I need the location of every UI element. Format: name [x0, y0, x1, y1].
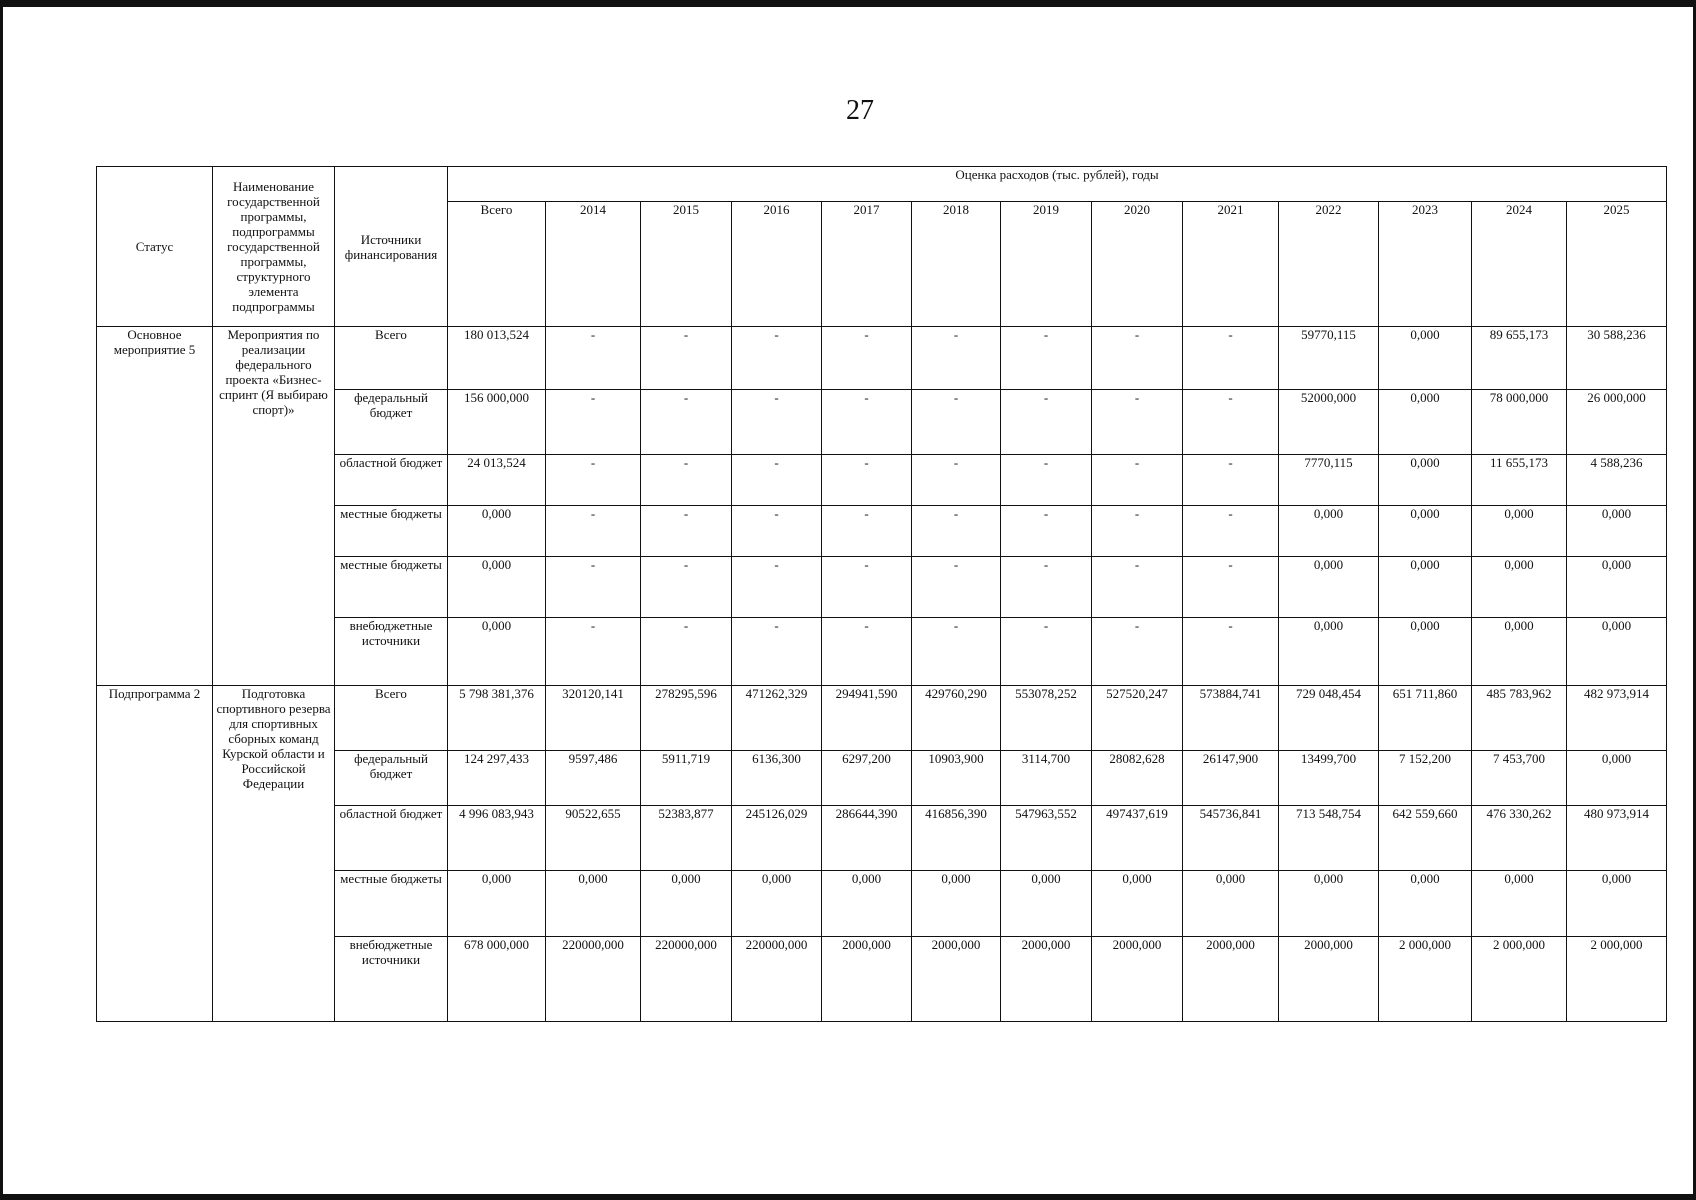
value-cell-2018: - — [912, 506, 1001, 557]
value-cell-2019: - — [1001, 455, 1092, 506]
value-cell-2017: 294941,590 — [822, 686, 912, 751]
value-cell-2022: 729 048,454 — [1279, 686, 1379, 751]
value-cell-2016: 245126,029 — [732, 806, 822, 871]
value-cell-2020: 2000,000 — [1092, 937, 1183, 1022]
value-cell-2021: 545736,841 — [1183, 806, 1279, 871]
value-cell-2016: 0,000 — [732, 871, 822, 937]
header-name: Наименование государственной программы, подпрограммы государственной программы, структурного элемента подпрограммы — [213, 167, 335, 327]
funding-source-cell: местные бюджеты — [335, 871, 448, 937]
value-cell-2025: 2 000,000 — [1567, 937, 1667, 1022]
value-cell-2024: 2 000,000 — [1472, 937, 1567, 1022]
value-cell-2024: 0,000 — [1472, 618, 1567, 686]
value-cell-2020: - — [1092, 557, 1183, 618]
scan-border-left — [0, 0, 3, 1200]
value-cell-2024: 78 000,000 — [1472, 390, 1567, 455]
value-cell-2015: - — [641, 506, 732, 557]
value-cell-2022: 0,000 — [1279, 871, 1379, 937]
value-cell-2014: - — [546, 390, 641, 455]
value-cell-2018: 2000,000 — [912, 937, 1001, 1022]
value-cell-2016: - — [732, 618, 822, 686]
value-cell-2023: 0,000 — [1379, 557, 1472, 618]
value-cell-2017: - — [822, 455, 912, 506]
value-cell-2014: 320120,141 — [546, 686, 641, 751]
header-column-3: 2016 — [732, 202, 822, 327]
value-cell-2018: - — [912, 455, 1001, 506]
value-cell-2015: - — [641, 455, 732, 506]
value-cell-Всего: 0,000 — [448, 557, 546, 618]
value-cell-2021: 26147,900 — [1183, 751, 1279, 806]
value-cell-2022: 59770,115 — [1279, 327, 1379, 390]
value-cell-2018: 429760,290 — [912, 686, 1001, 751]
value-cell-2024: 89 655,173 — [1472, 327, 1567, 390]
value-cell-2014: - — [546, 455, 641, 506]
value-cell-2024: 0,000 — [1472, 506, 1567, 557]
value-cell-2018: - — [912, 618, 1001, 686]
value-cell-2015: - — [641, 327, 732, 390]
funding-source-cell: областной бюджет — [335, 455, 448, 506]
value-cell-2018: - — [912, 327, 1001, 390]
value-cell-2023: 0,000 — [1379, 506, 1472, 557]
value-cell-2020: 497437,619 — [1092, 806, 1183, 871]
value-cell-2020: - — [1092, 390, 1183, 455]
value-cell-2021: 2000,000 — [1183, 937, 1279, 1022]
header-status: Статус — [97, 167, 213, 327]
value-cell-2017: - — [822, 618, 912, 686]
funding-source-cell: местные бюджеты — [335, 506, 448, 557]
header-column-6: 2019 — [1001, 202, 1092, 327]
header-column-11: 2024 — [1472, 202, 1567, 327]
value-cell-2016: 471262,329 — [732, 686, 822, 751]
value-cell-2014: - — [546, 506, 641, 557]
funding-source-cell: федеральный бюджет — [335, 390, 448, 455]
value-cell-2023: 2 000,000 — [1379, 937, 1472, 1022]
value-cell-2019: 0,000 — [1001, 871, 1092, 937]
budget-table — [96, 166, 1667, 1022]
status-cell: Подпрограмма 2 — [97, 686, 213, 1022]
value-cell-2019: 2000,000 — [1001, 937, 1092, 1022]
value-cell-2016: 6136,300 — [732, 751, 822, 806]
value-cell-2016: - — [732, 506, 822, 557]
value-cell-Всего: 0,000 — [448, 871, 546, 937]
value-cell-2016: - — [732, 557, 822, 618]
funding-source-cell: внебюджетные источники — [335, 618, 448, 686]
header-column-0: Всего — [448, 202, 546, 327]
value-cell-Всего: 0,000 — [448, 618, 546, 686]
value-cell-2022: 7770,115 — [1279, 455, 1379, 506]
status-cell: Основное мероприятие 5 — [97, 327, 213, 686]
value-cell-2025: 480 973,914 — [1567, 806, 1667, 871]
value-cell-2020: - — [1092, 618, 1183, 686]
value-cell-2021: 0,000 — [1183, 871, 1279, 937]
value-cell-2022: 713 548,754 — [1279, 806, 1379, 871]
value-cell-2015: 220000,000 — [641, 937, 732, 1022]
value-cell-2025: 482 973,914 — [1567, 686, 1667, 751]
value-cell-2019: - — [1001, 327, 1092, 390]
value-cell-2019: - — [1001, 390, 1092, 455]
value-cell-Всего: 180 013,524 — [448, 327, 546, 390]
value-cell-2015: - — [641, 557, 732, 618]
value-cell-Всего: 124 297,433 — [448, 751, 546, 806]
value-cell-Всего: 0,000 — [448, 506, 546, 557]
value-cell-2019: - — [1001, 506, 1092, 557]
value-cell-2020: 0,000 — [1092, 871, 1183, 937]
value-cell-2020: - — [1092, 327, 1183, 390]
header-column-2: 2015 — [641, 202, 732, 327]
value-cell-2022: 0,000 — [1279, 618, 1379, 686]
value-cell-2023: 0,000 — [1379, 327, 1472, 390]
value-cell-2023: 642 559,660 — [1379, 806, 1472, 871]
value-cell-2022: 13499,700 — [1279, 751, 1379, 806]
value-cell-2025: 0,000 — [1567, 871, 1667, 937]
value-cell-2023: 0,000 — [1379, 618, 1472, 686]
value-cell-Всего: 24 013,524 — [448, 455, 546, 506]
value-cell-2020: - — [1092, 455, 1183, 506]
funding-source-cell: областной бюджет — [335, 806, 448, 871]
value-cell-2015: - — [641, 390, 732, 455]
value-cell-Всего: 5 798 381,376 — [448, 686, 546, 751]
value-cell-2016: - — [732, 455, 822, 506]
table-row — [97, 327, 1667, 390]
value-cell-2022: 0,000 — [1279, 557, 1379, 618]
value-cell-2025: 0,000 — [1567, 618, 1667, 686]
value-cell-Всего: 4 996 083,943 — [448, 806, 546, 871]
value-cell-2025: 30 588,236 — [1567, 327, 1667, 390]
value-cell-2019: 3114,700 — [1001, 751, 1092, 806]
value-cell-2019: 547963,552 — [1001, 806, 1092, 871]
value-cell-2019: 553078,252 — [1001, 686, 1092, 751]
value-cell-2022: 52000,000 — [1279, 390, 1379, 455]
value-cell-2014: 0,000 — [546, 871, 641, 937]
header-column-9: 2022 — [1279, 202, 1379, 327]
value-cell-2020: - — [1092, 506, 1183, 557]
header-column-8: 2021 — [1183, 202, 1279, 327]
value-cell-2016: 220000,000 — [732, 937, 822, 1022]
value-cell-2021: - — [1183, 390, 1279, 455]
funding-source-cell: Всего — [335, 686, 448, 751]
value-cell-2024: 476 330,262 — [1472, 806, 1567, 871]
value-cell-2015: 52383,877 — [641, 806, 732, 871]
value-cell-2017: - — [822, 557, 912, 618]
value-cell-Всего: 156 000,000 — [448, 390, 546, 455]
value-cell-2021: - — [1183, 327, 1279, 390]
value-cell-2021: - — [1183, 618, 1279, 686]
value-cell-2017: - — [822, 327, 912, 390]
program-name-cell: Мероприятия по реализации федерального проекта «Бизнес-спринт (Я выбираю спорт)» — [213, 327, 335, 686]
header-column-1: 2014 — [546, 202, 641, 327]
value-cell-2018: - — [912, 557, 1001, 618]
table-row — [97, 686, 1667, 751]
value-cell-2021: - — [1183, 557, 1279, 618]
header-column-5: 2018 — [912, 202, 1001, 327]
value-cell-2019: - — [1001, 618, 1092, 686]
value-cell-2023: 651 711,860 — [1379, 686, 1472, 751]
value-cell-2015: 0,000 — [641, 871, 732, 937]
value-cell-2014: 9597,486 — [546, 751, 641, 806]
value-cell-2014: - — [546, 327, 641, 390]
header-column-7: 2020 — [1092, 202, 1183, 327]
value-cell-2020: 28082,628 — [1092, 751, 1183, 806]
value-cell-2017: - — [822, 506, 912, 557]
table-body — [97, 327, 1667, 1022]
value-cell-2021: - — [1183, 455, 1279, 506]
value-cell-2018: - — [912, 390, 1001, 455]
value-cell-2025: 0,000 — [1567, 751, 1667, 806]
header-expenses: Оценка расходов (тыс. рублей), годы — [448, 167, 1667, 202]
value-cell-2017: 6297,200 — [822, 751, 912, 806]
value-cell-2014: 220000,000 — [546, 937, 641, 1022]
value-cell-2016: - — [732, 390, 822, 455]
value-cell-2021: 573884,741 — [1183, 686, 1279, 751]
value-cell-2024: 485 783,962 — [1472, 686, 1567, 751]
header-column-12: 2025 — [1567, 202, 1667, 327]
value-cell-2023: 0,000 — [1379, 455, 1472, 506]
value-cell-2014: 90522,655 — [546, 806, 641, 871]
value-cell-2015: 278295,596 — [641, 686, 732, 751]
value-cell-2017: 0,000 — [822, 871, 912, 937]
value-cell-2024: 0,000 — [1472, 557, 1567, 618]
funding-source-cell: местные бюджеты — [335, 557, 448, 618]
value-cell-2014: - — [546, 557, 641, 618]
value-cell-2018: 0,000 — [912, 871, 1001, 937]
value-cell-2021: - — [1183, 506, 1279, 557]
value-cell-2020: 527520,247 — [1092, 686, 1183, 751]
funding-source-cell: Всего — [335, 327, 448, 390]
value-cell-2018: 10903,900 — [912, 751, 1001, 806]
page-number: 27 — [846, 95, 874, 126]
value-cell-2015: 5911,719 — [641, 751, 732, 806]
value-cell-2017: 286644,390 — [822, 806, 912, 871]
header-column-4: 2017 — [822, 202, 912, 327]
funding-source-cell: федеральный бюджет — [335, 751, 448, 806]
value-cell-2024: 11 655,173 — [1472, 455, 1567, 506]
value-cell-2024: 0,000 — [1472, 871, 1567, 937]
value-cell-2022: 2000,000 — [1279, 937, 1379, 1022]
value-cell-2023: 0,000 — [1379, 390, 1472, 455]
value-cell-2022: 0,000 — [1279, 506, 1379, 557]
value-cell-2019: - — [1001, 557, 1092, 618]
scan-border-bottom — [0, 1194, 1696, 1200]
value-cell-2023: 7 152,200 — [1379, 751, 1472, 806]
funding-source-cell: внебюджетные источники — [335, 937, 448, 1022]
program-name-cell: Подготовка спортивного резерва для спортивных сборных команд Курской области и Российской Федерации — [213, 686, 335, 1022]
value-cell-2025: 26 000,000 — [1567, 390, 1667, 455]
header-sources: Источники финансирования — [335, 167, 448, 327]
value-cell-2018: 416856,390 — [912, 806, 1001, 871]
value-cell-2025: 0,000 — [1567, 506, 1667, 557]
value-cell-2023: 0,000 — [1379, 871, 1472, 937]
value-cell-2017: - — [822, 390, 912, 455]
value-cell-2015: - — [641, 618, 732, 686]
scan-border-top — [0, 0, 1696, 7]
header-column-10: 2023 — [1379, 202, 1472, 327]
value-cell-2025: 0,000 — [1567, 557, 1667, 618]
value-cell-2016: - — [732, 327, 822, 390]
value-cell-2017: 2000,000 — [822, 937, 912, 1022]
value-cell-2024: 7 453,700 — [1472, 751, 1567, 806]
value-cell-Всего: 678 000,000 — [448, 937, 546, 1022]
value-cell-2025: 4 588,236 — [1567, 455, 1667, 506]
value-cell-2014: - — [546, 618, 641, 686]
